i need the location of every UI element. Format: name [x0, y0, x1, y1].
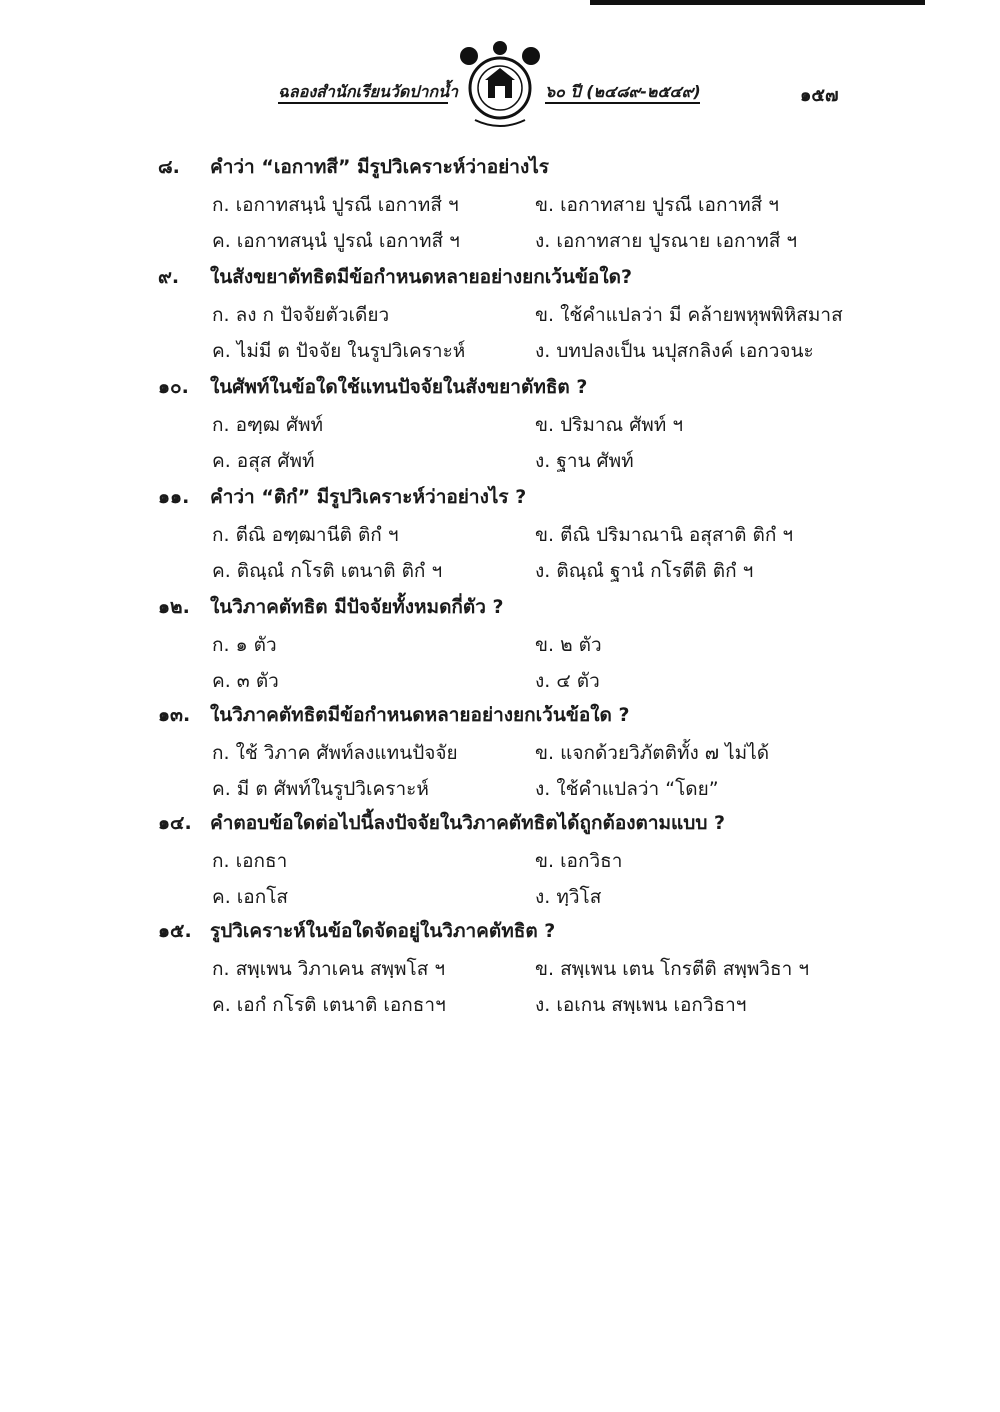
option-c: ค. มี ต ศัพท์ในรูปวิเคราะห์ [212, 778, 429, 800]
header-rule-left [278, 102, 448, 104]
option-c: ค. เอกํ กโรติ เตนาติ เอกธาฯ [212, 994, 446, 1016]
option-a: ก. ตีณิ อฑฺฒานีติ ติกํ ฯ [212, 524, 399, 546]
option-b: ข. ตีณิ ปริมาณานิ อสุสาติ ติกํ ฯ [535, 524, 794, 546]
header-years: ๖๐ ปี (๒๔๘๙-๒๕๔๙) [545, 82, 701, 101]
option-c: ค. ไม่มี ต ปัจจัย ในรูปวิเคราะห์ [212, 340, 466, 362]
option-a: ก. ใช้ วิภาค ศัพท์ลงแทนปัจจัย [212, 742, 458, 764]
question-number: ๘. [158, 156, 180, 178]
question-text: รูปวิเคราะห์ในข้อใดจัดอยู่ในวิภาคตัทธิต ? [210, 920, 556, 942]
option-d: ง. เอเกน สพฺเพน เอกวิธาฯ [535, 994, 747, 1016]
page-number: ๑๕๗ [800, 85, 839, 106]
option-d: ง. บทปลงเป็น นปุสกลิงค์ เอกวจนะ [535, 340, 814, 362]
question-text: คำตอบข้อใดต่อไปนี้ลงปัจจัยในวิภาคตัทธิตได้ถูกต้องตามแบบ ? [210, 812, 726, 834]
option-d: ง. ฐาน ศัพท์ [535, 450, 634, 472]
option-a: ก. อฑฺฒ ศัพท์ [212, 414, 324, 436]
header-title: ฉลองสำนักเรียนวัดปากน้ำ [278, 82, 458, 101]
option-a: ก. ๑ ตัว [212, 634, 277, 656]
question-number: ๑๕. [158, 920, 192, 942]
question-text: ในวิภาคตัทธิต มีปัจจัยทั้งหมดกี่ตัว ? [210, 596, 504, 618]
temple-seal-icon [455, 40, 545, 130]
option-c: ค. ๓ ตัว [212, 670, 279, 692]
option-b: ข. ปริมาณ ศัพท์ ฯ [535, 414, 684, 436]
option-d: ง. เอกาทสาย ปูรณาย เอกาทสี ฯ [535, 230, 798, 252]
option-b: ข. สพฺเพน เตน โกรตีติ สพฺพวิธา ฯ [535, 958, 810, 980]
option-a: ก. สพฺเพน วิภาเคน สพฺพโส ฯ [212, 958, 446, 980]
option-d: ง. ทฺวิโส [535, 886, 602, 908]
option-a: ก. เอกธา [212, 850, 288, 872]
option-c: ค. เอกาทสนฺนํ ปูรณํ เอกาทสี ฯ [212, 230, 460, 252]
question-number: ๑๑. [158, 486, 190, 508]
option-c: ค. อสุส ศัพท์ [212, 450, 315, 472]
question-text: ในศัพท์ในข้อใดใช้แทนปัจจัยในสังขยาตัทธิต ? [210, 376, 588, 398]
question-number: ๑๓. [158, 704, 191, 726]
option-c: ค. ติณฺณํ กโรติ เตนาติ ติกํ ฯ [212, 560, 443, 582]
top-edge-rule [590, 0, 925, 5]
question-number: ๙. [158, 266, 180, 288]
question-text: คำว่า “เอกาทสี” มีรูปวิเคราะห์ว่าอย่างไร [210, 156, 549, 178]
option-d: ง. ติณฺณํ ฐานํ กโรตีติ ติกํ ฯ [535, 560, 754, 582]
question-text: ในสังขยาตัทธิตมีข้อกำหนดหลายอย่างยกเว้นข้อใด? [210, 266, 632, 288]
question-text: ในวิภาคตัทธิตมีข้อกำหนดหลายอย่างยกเว้นข้อใด ? [210, 704, 630, 726]
option-c: ค. เอกโส [212, 886, 288, 908]
header-rule-right [545, 102, 700, 104]
option-a: ก. ลง ก ปัจจัยตัวเดียว [212, 304, 390, 326]
page-header [0, 40, 1000, 130]
option-b: ข. ใช้คำแปลว่า มี คล้ายพหุพพิหิสมาส [535, 304, 843, 326]
option-b: ข. ๒ ตัว [535, 634, 602, 656]
question-number: ๑๒. [158, 596, 190, 618]
option-d: ง. ๔ ตัว [535, 670, 600, 692]
question-number: ๑๔. [158, 812, 192, 834]
option-b: ข. แจกด้วยวิภัตติทั้ง ๗ ไม่ได้ [535, 742, 770, 764]
question-number: ๑๐. [158, 376, 189, 398]
option-d: ง. ใช้คำแปลว่า “โดย” [535, 778, 719, 800]
question-text: คำว่า “ติกํ” มีรูปวิเคราะห์ว่าอย่างไร ? [210, 486, 527, 508]
option-b: ข. เอกวิธา [535, 850, 623, 872]
option-a: ก. เอกาทสนฺนํ ปูรณี เอกาทสี ฯ [212, 194, 459, 216]
option-b: ข. เอกาทสาย ปูรณี เอกาทสี ฯ [535, 194, 779, 216]
